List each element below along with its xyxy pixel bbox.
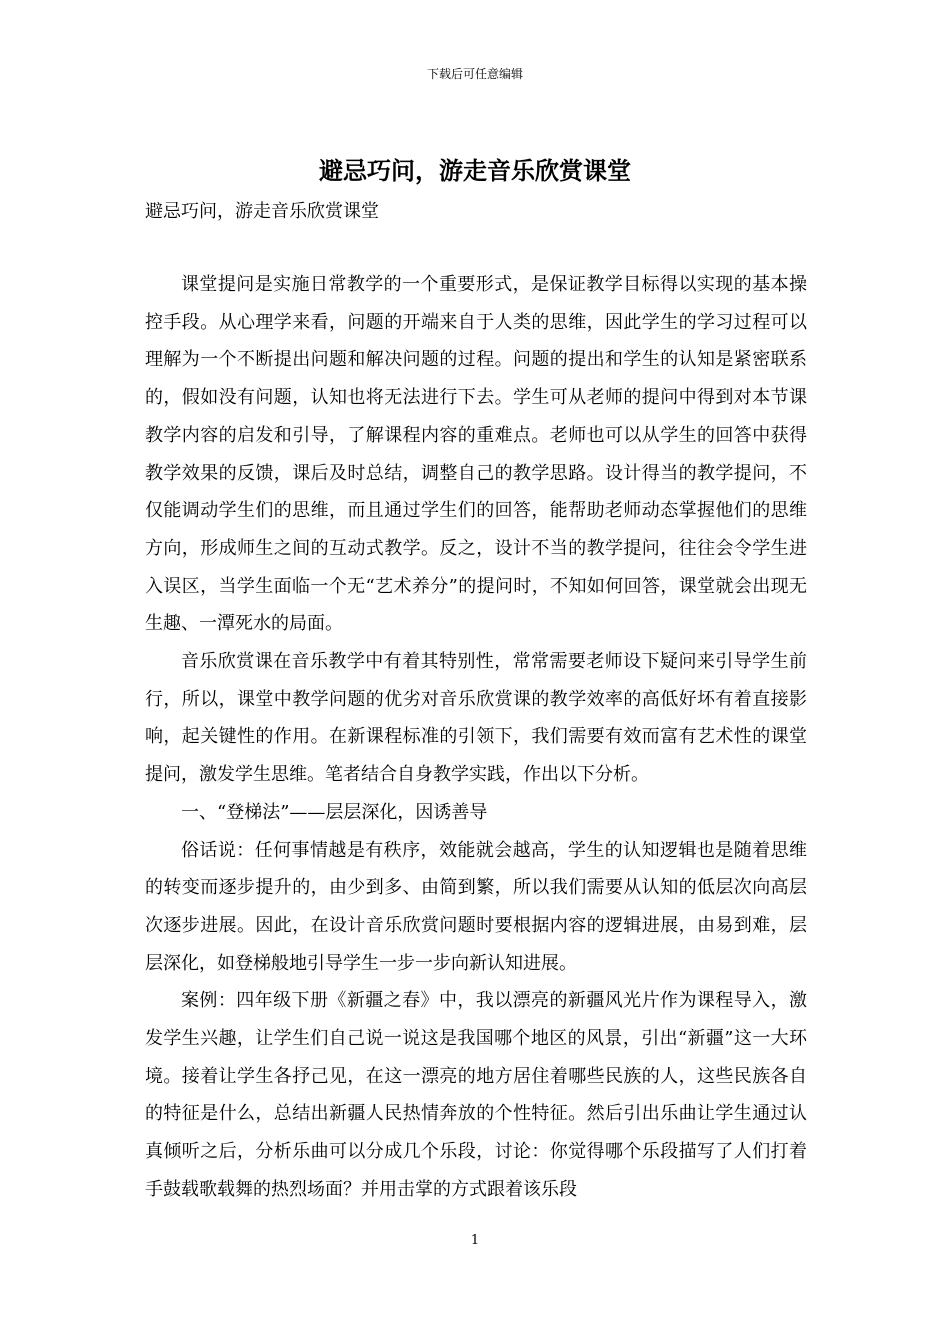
document-subtitle: 避忌巧问，游走音乐欣赏课堂 — [145, 201, 379, 222]
paragraph-case-study: 案例：四年级下册《新疆之春》中，我以漂亮的新疆风光片作为课程导入，激发学生兴趣，让学生们自己说一说这是我国哪个地区的风景，引出“新疆”这一大环境。接着让学生各抒己见，在这一漂亮的地方居住着哪些民族的人，这些民族各自的特征是什么，总结出新疆人民热情奔放的个性特征。然后引出乐曲让学生通过认真倾听之后，分析乐曲可以分成几个乐段，讨论：你觉得哪个乐段描写了人们打着手鼓载歌载舞的热烈场面？并用击掌的方式跟着该乐段 — [145, 990, 807, 1200]
paragraph-music-appreciation: 音乐欣赏课在音乐教学中有着其特别性，常常需要老师设下疑问来引导学生前行，所以，课堂中教学问题的优劣对音乐欣赏课的教学效率的高低好坏有着直接影响，起关键性的作用。在新课程标准的引领下，我们需要有效而富有艺术性的课堂提问，激发学生思维。笔者结合自身教学实践，作出以下分析。 — [145, 651, 807, 786]
page-header: 下载后可任意编辑 — [426, 67, 523, 81]
paragraph-proverb: 俗话说：任何事情越是有秩序，效能就会越高，学生的认知逻辑也是随着思维的转变而逐步提升的，由少到多、由简到繁，所以我们需要从认知的低层次向高层次逐步进展。因此，在设计音乐欣赏问题时要根据内容的逻辑进展，由易到难，层层深化，如登梯般地引导学生一步一步向新认知进展。 — [145, 839, 807, 974]
paragraph-classroom-questioning: 课堂提问是实施日常教学的一个重要形式，是保证教学目标得以实现的基本操控手段。从心理学来看，问题的开端来自于人类的思维，因此学生的学习过程可以理解为一个不断提出问题和解决问题的过程。问题的提出和学生的认知是紧密联系的，假如没有问题，认知也将无法进行下去。学生可从老师的提问中得到对本节课教学内容的启发和引导，了解课程内容的重难点。老师也可以从学生的回答中获得教学效果的反馈，课后及时总结，调整自己的教学思路。设计得当的教学提问，不仅能调动学生们的思维，而且通过学生们的回答，能帮助老师动态掌握他们的思维方向，形成师生之间的互动式教学。反之，设计不当的教学提问，往往会令学生进入误区，当学生面临一个无“艺术养分”的提问时，不知如何回答，课堂就会出现无生趣、一潭死水的局面。 — [145, 274, 807, 635]
section-heading-ladder-method: 一、“登梯法”——层层深化，因诱善导 — [181, 801, 488, 823]
document-title: 避忌巧问，游走音乐欣赏课堂 — [319, 156, 631, 185]
document-body — [145, 266, 807, 1209]
page-number: 1 — [470, 1233, 480, 1248]
